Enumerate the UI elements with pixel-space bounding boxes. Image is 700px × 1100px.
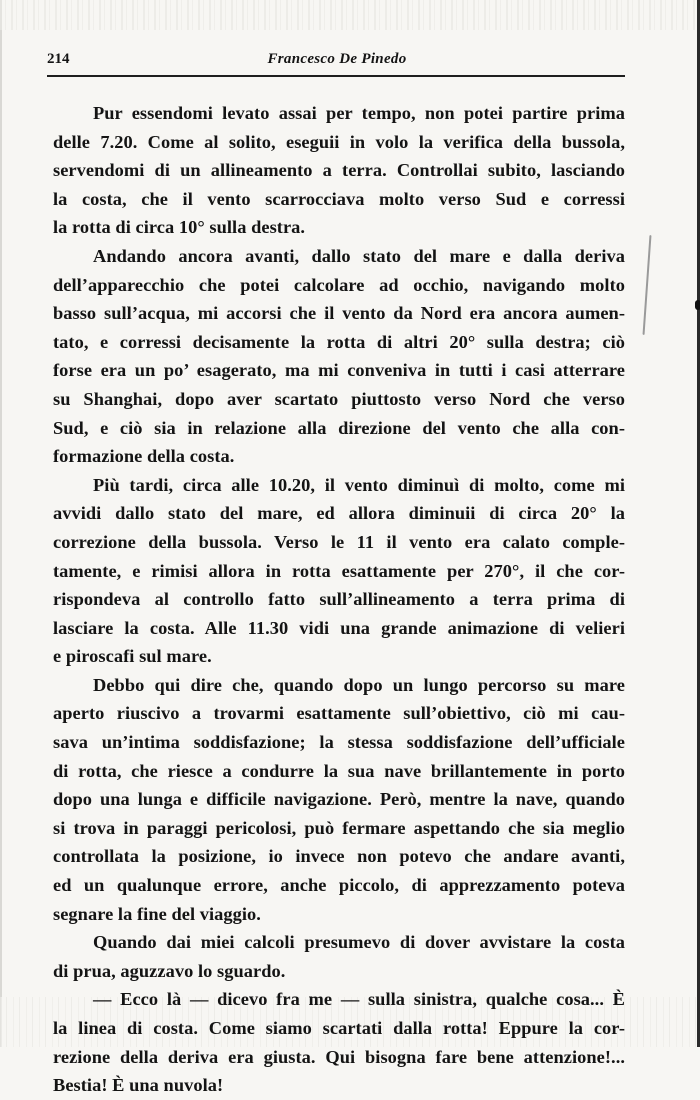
text-line: Pur essendomi levato assai per tempo, non potei partire prima	[93, 103, 625, 123]
text-line: Quando dai miei calcoli presumevo di dover avvistare la costa	[93, 932, 625, 953]
body-text	[53, 99, 625, 1100]
text-line: lasciare la costa. Alle 11.30 vidi una grande animazione di velieri	[53, 617, 625, 638]
running-title: Francesco De Pinedo	[267, 51, 407, 67]
margin-pencil-mark	[643, 235, 652, 335]
text-line: formazione della costa.	[53, 446, 235, 467]
text-line: dopo una lunga e difficile navigazione. Però, mentre la nave, quando	[53, 789, 625, 810]
text-line: Debbo qui dire che, quando dopo un lungo percorso su mare	[93, 674, 625, 695]
text-line: la linea di costa. Come siamo scartati dalla rotta! Eppure la cor-	[53, 1018, 625, 1038]
text-line: sava un’intima soddisfazione; la stessa soddisfazione dell’ufficiale	[53, 732, 625, 753]
page-header	[47, 51, 627, 75]
text-line: si trova in paraggi pericolosi, può fermare aspettando che sia meglio	[53, 817, 625, 838]
text-line: segnare la fine del viaggio.	[53, 903, 261, 924]
text-line: tamente, e rimisi allora in rotta esattamente per 270°, il che cor-	[53, 560, 625, 581]
text-line: di rotta, che riesce a condurre la sua nave brillantemente in porto	[53, 760, 625, 781]
text-line: — Ecco là — dicevo fra me — sulla sinistra, qualche cosa... È	[93, 989, 625, 1010]
text-line: e piroscafi sul mare.	[53, 646, 212, 667]
text-line: ed un qualunque errore, anche piccolo, di apprezzamento poteva	[53, 875, 625, 896]
text-line: delle 7.20. Come al solito, eseguii in volo la verifica della bussola,	[53, 131, 625, 152]
text-line: la costa, che il vento scarrocciava molto verso Sud e corressi	[53, 188, 625, 209]
text-line: avvidi dallo stato del mare, ed allora diminuii di circa 20° la	[53, 503, 625, 524]
text-line: Sud, e ciò sia in relazione alla direzione del vento che alla con-	[53, 417, 625, 438]
text-line: rezione della deriva era giusta. Qui bisogna fare bene attenzione!...	[53, 1046, 625, 1067]
text-line: Più tardi, circa alle 10.20, il vento diminuì di molto, come mi	[93, 474, 625, 495]
text-line: tato, e corressi decisamente la rotta di altri 20° sulla destra; ciò	[53, 331, 625, 352]
text-line: basso sull’acqua, mi accorsi che il vento da Nord era ancora aumen-	[53, 303, 625, 324]
text-line: Bestia! È una nuvola!	[53, 1075, 224, 1096]
scan-left-edge	[0, 0, 2, 1047]
header-rule	[47, 75, 625, 77]
text-line: rispondeva al controllo fatto sull’allineamento a terra prima di	[53, 589, 625, 610]
text-line: aperto riuscivo a trovarmi esattamente sull’obiettivo, ciò mi cau-	[53, 703, 625, 724]
margin-ink-blot	[695, 300, 700, 310]
text-line: la rotta di circa 10° sulla destra.	[53, 217, 306, 238]
text-line: correzione della bussola. Verso le 11 il vento era calato comple-	[53, 531, 625, 552]
scan-noise-top	[0, 0, 700, 30]
text-line: forse era un po’ esagerato, ma mi conveniva in tutti i casi atterrare	[53, 360, 625, 381]
page-number: 214	[47, 51, 70, 67]
text-line: controllata la posizione, io invece non potevo che andare avanti,	[53, 846, 625, 867]
text-line: su Shanghai, dopo aver scartato piuttosto verso Nord che verso	[53, 388, 625, 409]
text-line: Andando ancora avanti, dallo stato del mare e dalla deriva	[93, 245, 625, 266]
text-line: dell’apparecchio che potei calcolare ad occhio, navigando molto	[53, 274, 625, 295]
text-line: di prua, aguzzavo lo sguardo.	[53, 960, 286, 981]
text-line: servendomi di un allineamento a terra. Controllai subito, lasciando	[53, 160, 625, 181]
